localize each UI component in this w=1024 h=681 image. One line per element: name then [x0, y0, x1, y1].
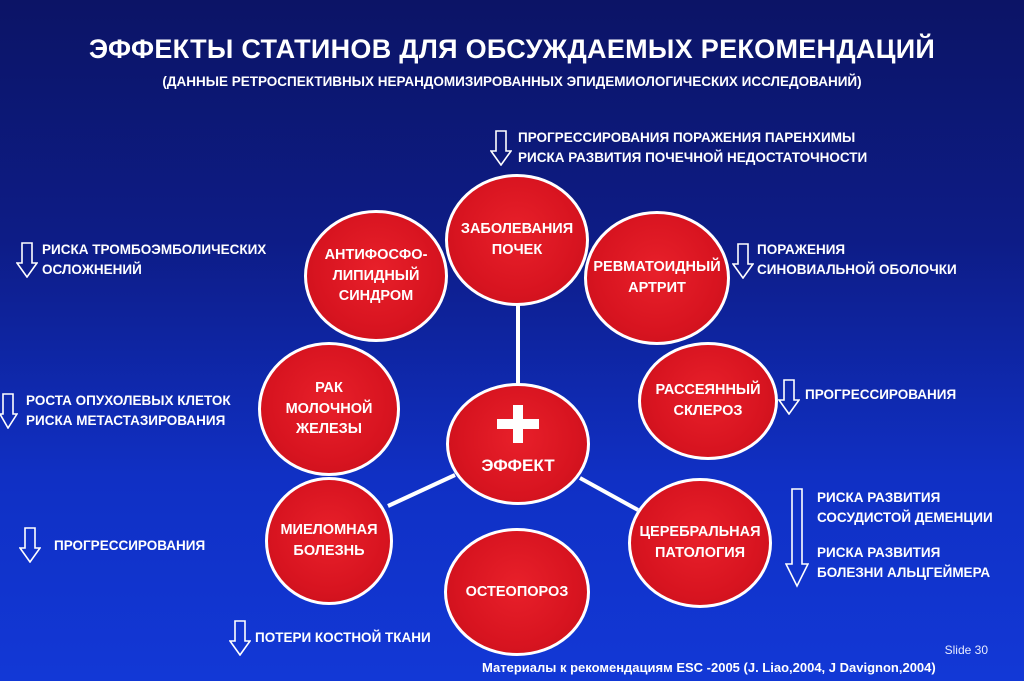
- connector-cerebral: [580, 478, 638, 510]
- note-myeloma: ПРОГРЕССИРОВАНИЯ: [54, 538, 206, 553]
- down-arrow-icon: [16, 242, 38, 278]
- down-arrow-icon: [229, 620, 251, 656]
- down-arrow-icon: [778, 379, 800, 415]
- circle-antiphospholipid-label: АНТИФОСФО- ЛИПИДНЫЙ СИНДРОМ: [324, 247, 428, 305]
- note-antiphospholipid: РИСКА ТРОМБОЭМБОЛИЧЕСКИХ ОСЛОЖНЕНИЙ: [42, 242, 267, 277]
- note-kidney: ПРОГРЕССИРОВАНИЯ ПОРАЖЕНИЯ ПАРЕНХИМЫ РИСКА РАЗВИТИЯ ПОЧЕЧНОЙ НЕДОСТАТОЧНОСТИ: [518, 130, 868, 165]
- circle-antiphospholipid: [304, 210, 448, 342]
- slide-subtitle: (ДАННЫЕ РЕТРОСПЕКТИВНЫХ НЕРАНДОМИЗИРОВАННЫХ ЭПИДЕМИОЛОГИЧЕСКИХ ИССЛЕДОВАНИЙ): [162, 74, 862, 89]
- connector-myeloma: [388, 475, 455, 506]
- circle-osteoporosis: [444, 528, 590, 656]
- circle-cerebral-label: ЦЕРЕБРАЛЬНАЯ ПАТОЛОГИЯ: [639, 524, 761, 561]
- down-arrow-icon: [0, 393, 18, 429]
- note-cerebral-alzheimer: РИСКА РАЗВИТИЯ БОЛЕЗНИ АЛЬЦГЕЙМЕРА: [817, 545, 991, 580]
- circle-osteoporosis-label: ОСТЕОПОРОЗ: [465, 583, 569, 600]
- center-effect-label: ЭФФЕКТ: [481, 456, 555, 475]
- circle-breast-cancer: [258, 342, 400, 476]
- circle-rheumatoid-label: РЕВМАТОИДНЫЙ АРТРИТ: [593, 259, 721, 296]
- down-arrow-icon: [490, 130, 512, 166]
- circle-multiple-sclerosis: [638, 342, 778, 460]
- note-breast-cancer: РОСТА ОПУХОЛЕВЫХ КЛЕТОК РИСКА МЕТАСТАЗИРОВАНИЯ: [26, 393, 231, 428]
- down-arrow-long-icon: [785, 488, 809, 588]
- circle-center-effect: [446, 383, 590, 505]
- circle-breast-cancer-label: РАК МОЛОЧНОЙ ЖЕЛЕЗЫ: [285, 380, 373, 438]
- circle-cerebral: [628, 478, 772, 608]
- slide-number: Slide 30: [944, 643, 988, 657]
- plus-icon: [497, 405, 539, 443]
- note-osteoporosis: ПОТЕРИ КОСТНОЙ ТКАНИ: [255, 630, 431, 645]
- circle-multiple-sclerosis-label: РАССЕЯННЫЙ СКЛЕРОЗ: [655, 382, 761, 419]
- circle-myeloma-label: МИЕЛОМНАЯ БОЛЕЗНЬ: [280, 522, 378, 559]
- note-rheumatoid: ПОРАЖЕНИЯ СИНОВИАЛЬНОЙ ОБОЛОЧКИ: [757, 242, 957, 277]
- down-arrow-icon: [732, 243, 754, 279]
- circle-myeloma: [265, 477, 393, 605]
- circle-rheumatoid: [584, 211, 730, 345]
- note-cerebral-dementia: РИСКА РАЗВИТИЯ СОСУДИСТОЙ ДЕМЕНЦИИ: [817, 490, 993, 525]
- circle-kidney-label: ЗАБОЛЕВАНИЯ ПОЧЕК: [460, 221, 574, 258]
- note-multiple-sclerosis: ПРОГРЕССИРОВАНИЯ: [805, 387, 957, 402]
- down-arrow-icon: [19, 527, 41, 563]
- slide-title: ЭФФЕКТЫ СТАТИНОВ ДЛЯ ОБСУЖДАЕМЫХ РЕКОМЕНДАЦИЙ: [88, 34, 936, 64]
- footer-source: Материалы к рекомендациям ESC -2005 (J. Liao,2004, J Davignon,2004): [482, 660, 936, 675]
- circle-kidney: [445, 174, 589, 306]
